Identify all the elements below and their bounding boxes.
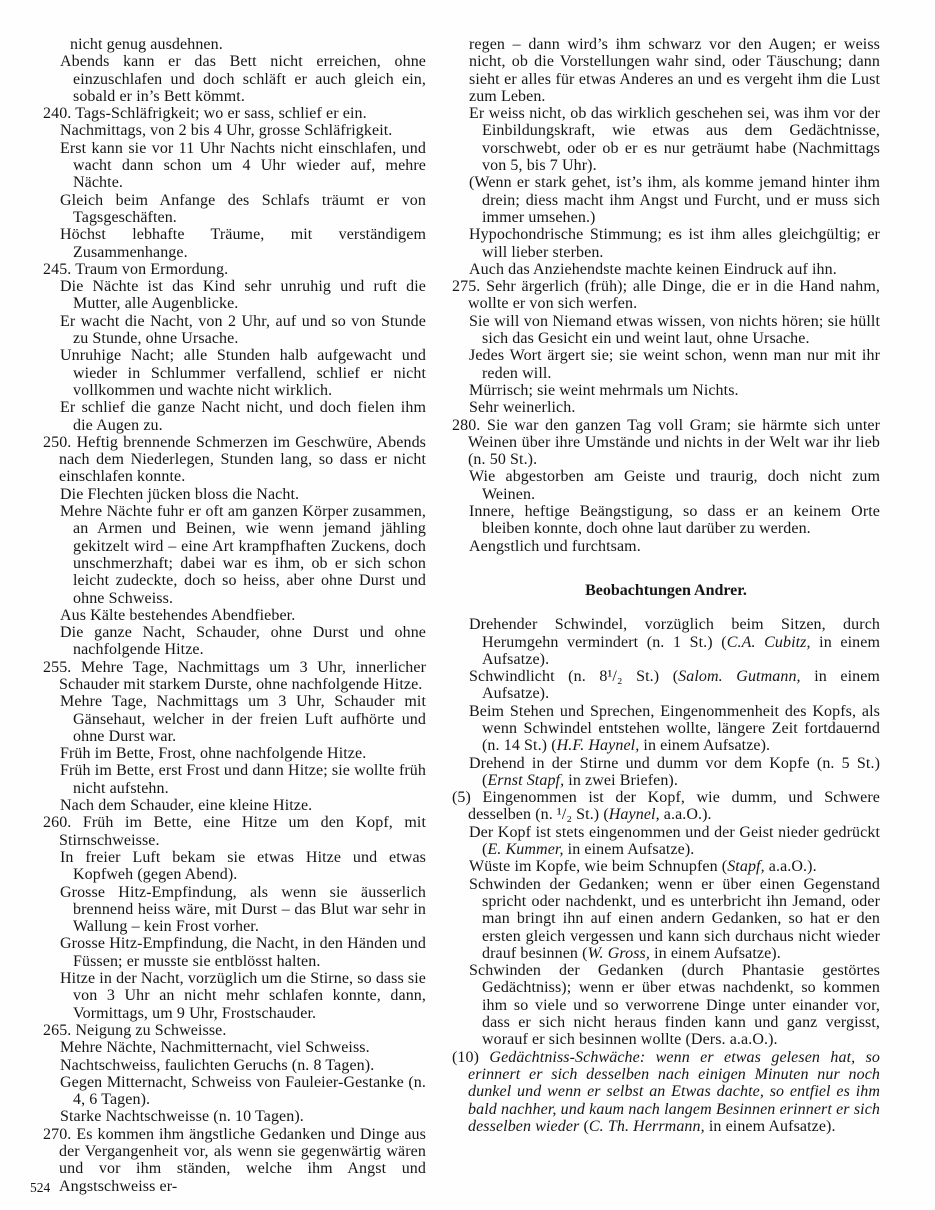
text-run: Gegen Mitternacht, Schweiss von Fauleier-Gestanke (n. 4, 6 Tagen). [60, 1073, 426, 1109]
paragraph [43, 607, 426, 624]
text-run: a.a.O.). [764, 858, 817, 876]
text-run: Wüste im Kopfe, wie beim Schnupfen ( [469, 858, 728, 876]
paragraph [43, 140, 426, 192]
text-run: Innere, heftige Beängstigung, so dass er an keinem Orte bleiben konnte, doch ohne laut darüber zu werden. [469, 503, 880, 538]
text-run: Grosse Hitz-Empfindung, als wenn sie äusserlich brennend heiss wäre, mit Durst – das Blut war sehr in Wallung – kein Frost vorher. [60, 883, 426, 936]
text-run: Beobachtungen Andrer. [585, 581, 747, 599]
paragraph [43, 503, 426, 607]
paragraph [43, 970, 426, 1022]
paragraph [452, 468, 880, 503]
text-run: Früh im Bette, eine Hitze um den Kopf, mit Stirnschweisse. [59, 814, 426, 849]
paragraph [43, 659, 426, 694]
paragraph [452, 616, 880, 668]
text-run: ( [579, 1117, 589, 1135]
text-run: in einem Aufsatze). [639, 737, 771, 755]
paragraph [452, 382, 880, 399]
text-run: Er schlief die ganze Nacht nicht, und doch fielen ihm die Augen zu. [60, 399, 426, 434]
paragraph [452, 1049, 880, 1135]
text-run: Schwindlicht (n. 8¹/₂ St.) ( [469, 668, 679, 686]
paragraph [43, 122, 426, 139]
italic-text: C. Th. Herrmann, [588, 1117, 705, 1135]
paragraph [452, 755, 880, 790]
text-run: Neigung zu Schweisse. [75, 1021, 227, 1039]
text-run: Gleich beim Anfange des Schlafs träumt er von Tagsgeschäften. [60, 191, 426, 226]
italic-text: Ernst Stapf, [487, 771, 565, 789]
text-run: Jedes Wort ärgert sie; sie weint schon, wenn man nur mit ihr reden will. [469, 347, 880, 382]
text-run: Sie war den ganzen Tag voll Gram; sie härmte sich unter Weinen über ihre Umstände und nichts in der Welt war ihr lieb (n. 50 St.). [468, 416, 880, 469]
paragraph [43, 1022, 426, 1039]
paragraph [43, 814, 426, 849]
paragraph [452, 703, 880, 755]
paragraph [452, 824, 880, 859]
paragraph [43, 1039, 426, 1056]
paragraph [452, 347, 880, 382]
text-run: Drehender Schwindel, vorzüglich beim Sitzen, durch Herumgehn vermindert (n. 1 St.) ( [469, 616, 880, 651]
paragraph [43, 226, 426, 261]
text-run: Hitze in der Nacht, vorzüglich um die Stirne, so dass sie von 3 Uhr an nicht mehr schlafen konnte, dann, Vormittags, um 9 Uhr, Frostschauder. [60, 970, 426, 1022]
text-run: Die Flechten jücken bloss die Nacht. [60, 485, 300, 503]
text-run: Sehr ärgerlich (früh); alle Dinge, die er in die Hand nahm, wollte er von sich werfen. [468, 278, 881, 313]
paragraph [43, 399, 426, 434]
text-run: in zwei Briefen). [564, 771, 678, 789]
text-run: Abends kann er das Bett nicht erreichen, ohne einzuschlafen und doch schläft er auch gleich ein, sobald er in’s Bett kömmt. [60, 53, 426, 105]
text-run: Mehre Nächte, Nachmitternacht, viel Schweiss. [60, 1039, 370, 1057]
paragraph [43, 1108, 426, 1125]
text-run: Grosse Hitz-Empfindung, die Nacht, in den Händen und Füssen; er musste sie entblösst halten. [60, 935, 426, 970]
paragraph [43, 624, 426, 659]
item-number: 275. [452, 278, 487, 296]
text-run: Tags-Schläfrigkeit; wo er sass, schlief er ein. [75, 105, 367, 123]
paragraph [43, 192, 426, 227]
right-column [452, 36, 880, 1195]
text-run: Sehr weinerlich. [469, 399, 576, 417]
paragraph [452, 858, 880, 875]
paragraph [452, 417, 880, 469]
text-run: a.a.O.). [659, 806, 712, 824]
paragraph [43, 849, 426, 884]
text-run: Erst kann sie vor 11 Uhr Nachts nicht einschlafen, und wacht dann schon um 4 Uhr wieder auf, mehre Nächte. [60, 139, 426, 192]
page-number: 524 [30, 1180, 51, 1195]
italic-text: E. Kummer, [487, 841, 564, 859]
paragraph [452, 36, 880, 105]
text-run: Heftig brennende Schmerzen im Geschwüre, Abends nach dem Niederlegen, Stunden lang, so dass er nicht einschlafen konnte. [59, 433, 426, 486]
paragraph [452, 876, 880, 962]
paragraph [452, 313, 880, 348]
paragraph [452, 399, 880, 416]
left-column [43, 36, 426, 1195]
italic-text: Haynel, [608, 806, 660, 824]
text-run: Schwinden der Gedanken; wenn er über einen Gegenstand spricht oder nachdenkt, und es unterbricht ihn Jemand, oder man bringt ihn auf einen andern Gedanken, so hat er den ersten gleich vergessen und kann sich durchaus nicht wieder drauf besinnen ( [469, 875, 880, 962]
text-columns [43, 36, 880, 1195]
text-run: Nach dem Schauder, eine kleine Hitze. [60, 797, 313, 815]
italic-text: Stapf, [727, 858, 765, 876]
text-run: Es kommen ihm ängstliche Gedanken und Dinge aus der Vergangenheit vor, als wenn sie gegenwärtig wären und vor ihm ständen, welche ihm Angst und Angstschweiss er- [59, 1125, 426, 1195]
text-run: Mehre Nächte fuhr er oft am ganzen Körper zusammen, an Armen und Beinen, wie wenn jemand jähling gekitzelt wird – eine Art krampfhaften Zuckens, doch unschmerzhaft; dabei war es ihm, ob er sich schon leicht zudeckte, doch so heiss, aber ohne Durst und ohne Schweiss. [60, 503, 426, 607]
text-run: Beim Stehen und Sprechen, Eingenommenheit des Kopfs, als wenn Schwindel entstehen wollte, längere Zeit fortdauernd (n. 14 St.) ( [469, 702, 880, 755]
text-run: Höchst lebhafte Träume, mit verständigem Zusammenhange. [60, 226, 426, 261]
text-run: Sie will von Niemand etwas wissen, von nichts hören; sie hüllt sich das Gesicht ein und weint laut, ohne Ursache. [469, 312, 880, 348]
item-number: 280. [452, 416, 487, 434]
italic-text: Gedächtniss-Schwäche: wenn er etwas gelesen hat, so erinnert er sich desselben nach einigen Minuten nur noch dunkel und wenn er selbst an Etwas dachte, so entfiel es ihm bald nachher, und kaum nach langem Besinnen erinnert er sich desselben wieder [468, 1048, 881, 1135]
text-run: Der Kopf ist stets eingenommen und der Geist nieder gedrückt ( [469, 823, 880, 859]
text-run: in einem Aufsatze). [482, 633, 880, 668]
paragraph [452, 174, 880, 226]
paragraph [43, 884, 426, 936]
text-run: Auch das Anziehendste machte keinen Eindruck auf ihn. [469, 260, 837, 278]
text-run: Unruhige Nacht; alle Stunden halb aufgewacht und wieder in Schlummer verfallend, schlief er nicht vollkommen und wachte nicht wirklich. [60, 347, 426, 399]
paragraph [43, 347, 426, 399]
paragraph [43, 36, 426, 53]
item-number: 250. [43, 433, 77, 451]
italic-text: C.A. Cubitz, [726, 633, 811, 651]
item-number: 265. [43, 1021, 76, 1039]
italic-text: W. Gross, [587, 944, 650, 962]
paragraph [43, 745, 426, 762]
text-run: Aus Kälte bestehendes Abendfieber. [60, 606, 296, 624]
paragraph [452, 789, 880, 824]
paragraph [452, 226, 880, 261]
text-run: Mehre Tage, Nachmittags um 3 Uhr, Schauder mit Gänsehaut, welcher in der freien Luft aufhörte und ohne Durst war. [60, 693, 426, 745]
text-run: Eingenommen ist der Kopf, wie dumm, und Schwere desselben (n. ¹/₂ St.) ( [468, 789, 880, 824]
paragraph [43, 693, 426, 745]
text-run: Früh im Bette, Frost, ohne nachfolgende Hitze. [60, 745, 367, 763]
item-number: 255. [43, 658, 82, 676]
paragraph [43, 1057, 426, 1074]
text-run: Die Nächte ist das Kind sehr unruhig und ruft die Mutter, alle Augenblicke. [60, 278, 426, 313]
text-run: Hypochondrische Stimmung; es ist ihm alles gleichgültig; er will lieber sterben. [469, 226, 880, 261]
paragraph [43, 935, 426, 970]
paragraph [43, 105, 426, 122]
text-run: regen – dann wird’s ihm schwarz vor den Augen; er weiss nicht, ob die Vorstellungen wahr sind, oder Täuschung; dann sieht er alles für etwas Anderes an und es vergeht ihm die Lust zum Leben. [469, 36, 880, 105]
paragraph [43, 278, 426, 313]
paragraph [43, 261, 426, 278]
paragraph [452, 261, 880, 278]
text-run: nicht genug ausdehnen. [70, 36, 223, 53]
text-run: in einem Aufsatze). [704, 1117, 836, 1135]
italic-text: Salom. Gutmann, [678, 668, 801, 686]
paragraph [43, 53, 426, 105]
paragraph [452, 105, 880, 174]
text-run: Drehend in der Stirne und dumm vor dem Kopfe (n. 5 St.) ( [469, 754, 880, 789]
text-run: Nachtschweiss, faulichten Geruchs (n. 8 Tagen). [60, 1056, 375, 1074]
text-run: In freier Luft bekam sie etwas Hitze und etwas Kopfweh (gegen Abend). [60, 848, 426, 884]
item-number: 245. [43, 260, 76, 278]
item-number: (10) [452, 1048, 490, 1066]
text-run: (Wenn er stark gehet, ist’s ihm, als komme jemand hinter ihm drein; diess macht ihm Angst und Furcht, und er muss sich immer umsehen.) [469, 174, 880, 226]
text-run: in einem Aufsatze). [482, 668, 880, 703]
item-number: 270. [43, 1125, 77, 1143]
text-run: Mehre Tage, Nachmittags um 3 Uhr, innerlicher Schauder mit starkem Durste, ohne nachfolgende Hitze. [59, 658, 426, 693]
text-run: in einem Aufsatze). [649, 944, 781, 962]
paragraph [43, 486, 426, 503]
paragraph [452, 503, 880, 538]
text-run: Er wacht die Nacht, von 2 Uhr, auf und so von Stunde zu Stunde, ohne Ursache. [60, 312, 426, 348]
text-run: Aengstlich und furchtsam. [469, 537, 641, 555]
text-run: Mürrisch; sie weint mehrmals um Nichts. [469, 381, 739, 399]
paragraph [43, 313, 426, 348]
text-run: Starke Nachtschweisse (n. 10 Tagen). [60, 1108, 304, 1126]
paragraph [43, 762, 426, 797]
item-number: 260. [43, 814, 83, 832]
paragraph [43, 1126, 426, 1195]
text-run: Wie abgestorben am Geiste und traurig, doch nicht zum Weinen. [469, 468, 880, 503]
text-run: in einem Aufsatze). [563, 841, 695, 859]
paragraph [43, 434, 426, 486]
paragraph [452, 962, 880, 1048]
text-run: Früh im Bette, erst Frost und dann Hitze; sie wollte früh nicht aufstehn. [60, 762, 426, 797]
paragraph [452, 278, 880, 313]
paragraph [43, 1074, 426, 1109]
section-heading [452, 582, 880, 599]
text-run: Traum von Ermordung. [75, 260, 229, 278]
text-run: Schwinden der Gedanken (durch Phantasie gestörtes Gedächtniss); wenn er über etwas nachdenkt, so kommen ihm so viele und so verworrene Dinge unter einander vor, dass er sich nicht heraus finden kann und ganz vergisst, worauf er sich besinnen wollte (Ders. a.a.O.). [469, 962, 880, 1049]
text-run: Die ganze Nacht, Schauder, ohne Durst und ohne nachfolgende Hitze. [60, 624, 426, 659]
italic-text: H.F. Haynel, [556, 737, 640, 755]
item-number: 240. [43, 105, 76, 123]
paragraph [452, 668, 880, 703]
paragraph [452, 538, 880, 555]
paragraph [43, 797, 426, 814]
item-number: (5) [452, 789, 483, 807]
text-run: Er weiss nicht, ob das wirklich geschehen sei, was ihm vor der Einbildungskraft, wie etwas aus dem Gedächtnisse, vorschwebt, oder ob er es nur geträumt habe (Nachmittags von 5, bis 7 Uhr). [469, 105, 880, 175]
text-run: Nachmittags, von 2 bis 4 Uhr, grosse Schläfrigkeit. [60, 122, 393, 140]
